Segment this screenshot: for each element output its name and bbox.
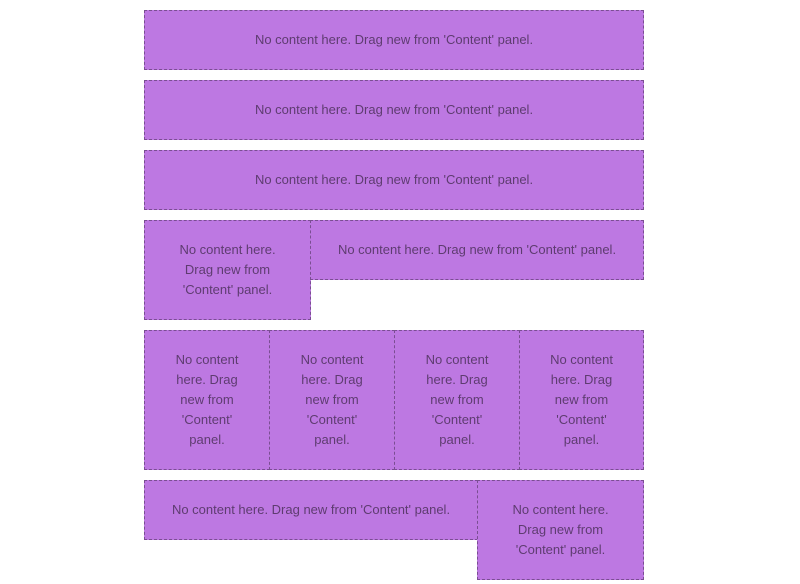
placeholder-text: No content here. Drag new from 'Content' panel. <box>175 352 239 447</box>
placeholder-text: No content here. Drag new from 'Content' panel. <box>512 502 609 557</box>
layout-row-1 <box>144 10 644 70</box>
empty-column-dropzone[interactable] <box>144 80 644 140</box>
layout-row-2 <box>144 80 644 140</box>
empty-column-dropzone[interactable] <box>144 330 270 470</box>
empty-column-dropzone[interactable] <box>477 480 644 580</box>
empty-column-dropzone[interactable] <box>310 220 644 280</box>
empty-column-dropzone[interactable] <box>144 480 478 540</box>
placeholder-text: No content here. Drag new from 'Content' panel. <box>300 352 364 447</box>
empty-column-dropzone[interactable] <box>519 330 644 470</box>
placeholder-text: No content here. Drag new from 'Content' panel. <box>254 172 534 187</box>
layout-row-3 <box>144 150 644 210</box>
placeholder-text: No content here. Drag new from 'Content' panel. <box>550 352 613 447</box>
empty-column-dropzone[interactable] <box>394 330 520 470</box>
layout-row-5 <box>144 330 644 470</box>
placeholder-text: No content here. Drag new from 'Content' panel. <box>179 242 276 297</box>
placeholder-text: No content here. Drag new from 'Content' panel. <box>337 242 617 257</box>
layout-row-4 <box>144 220 644 320</box>
placeholder-text: No content here. Drag new from 'Content' panel. <box>425 352 489 447</box>
empty-column-dropzone[interactable] <box>269 330 395 470</box>
layout-row-6 <box>144 480 644 580</box>
empty-column-dropzone[interactable] <box>144 220 311 320</box>
placeholder-text: No content here. Drag new from 'Content' panel. <box>171 502 451 517</box>
empty-column-dropzone[interactable] <box>144 10 644 70</box>
placeholder-text: No content here. Drag new from 'Content' panel. <box>254 32 534 47</box>
empty-column-dropzone[interactable] <box>144 150 644 210</box>
placeholder-text: No content here. Drag new from 'Content' panel. <box>254 102 534 117</box>
